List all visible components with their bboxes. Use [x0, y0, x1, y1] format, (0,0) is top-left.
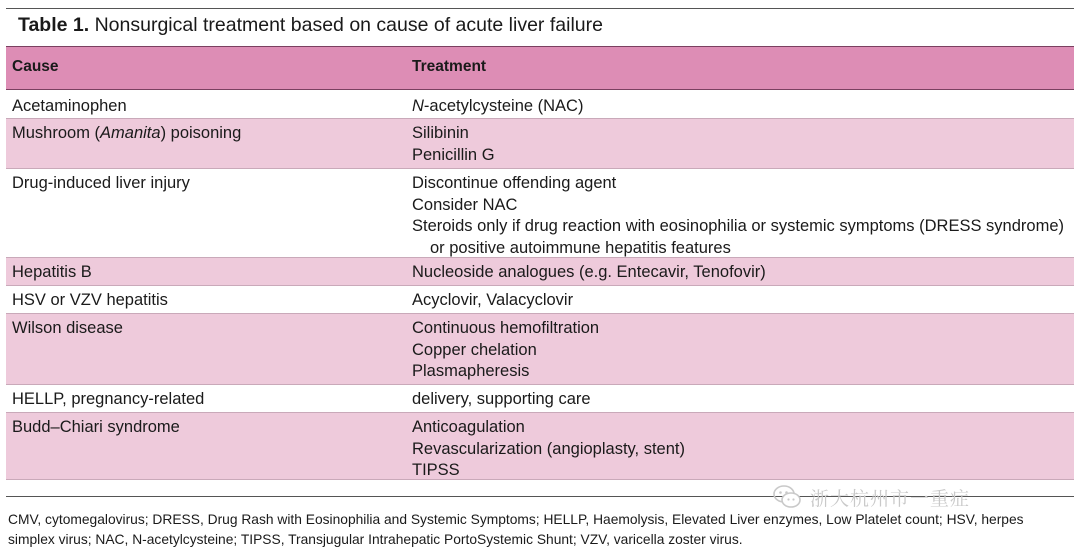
cause-cell	[12, 417, 180, 439]
text-run: Consider NAC	[412, 195, 518, 214]
table-row	[6, 169, 1074, 258]
text-run: Anticoagulation	[412, 418, 525, 436]
text-run: delivery, supporting care	[412, 390, 591, 408]
text-run: ) poisoning	[160, 124, 242, 142]
text-run: HSV or VZV hepatitis	[12, 291, 168, 309]
table-title-text: Nonsurgical treatment based on cause of acute liver failure	[94, 14, 603, 36]
table-row	[6, 385, 1074, 413]
text-run: Revascularization (angioplasty, stent)	[412, 439, 685, 458]
text-run: TIPSS	[412, 461, 460, 479]
text-run: Drug-induced liver injury	[12, 174, 190, 192]
treatment-cell	[412, 96, 583, 118]
footnote-line-2: simplex virus; NAC, N-acetylcysteine; TIPSS, Transjugular Intrahepatic PortoSystemic Shunt; VZV, varicella zoster virus.	[8, 532, 743, 547]
cause-cell	[12, 389, 204, 411]
treatment-line	[412, 417, 685, 439]
table-title	[18, 14, 603, 37]
treatment-line	[412, 195, 1064, 217]
text-run: Mushroom (	[12, 124, 101, 142]
watermark	[772, 480, 970, 514]
treatment-line	[412, 96, 583, 118]
table-header-row	[6, 46, 1074, 90]
text-run: Penicillin G	[412, 145, 495, 164]
treatment-line	[412, 216, 1064, 238]
cause-cell	[12, 96, 127, 118]
cause-cell	[12, 318, 123, 340]
text-run: Wilson disease	[12, 319, 123, 337]
treatment-cell	[412, 389, 591, 411]
text-run: Plasmapheresis	[412, 362, 530, 380]
footnote-line-1: CMV, cytomegalovirus; DRESS, Drug Rash with Eosinophilia and Systemic Symptoms; HELLP, Haemolysis, Elevated Liver enzymes, Low Platelet count; HSV, herpes	[8, 512, 1024, 527]
wechat-logo-icon	[772, 483, 802, 511]
treatment-line	[412, 290, 573, 312]
table-footnote	[8, 510, 1072, 550]
table-row	[6, 314, 1074, 385]
treatment-line	[412, 460, 685, 482]
cause-cell	[12, 262, 92, 284]
treatment-line	[412, 439, 685, 461]
treatment-line	[412, 340, 599, 362]
treatment-line	[412, 389, 591, 411]
treatment-line	[412, 145, 495, 167]
text-run: Steroids only if drug reaction with eosinophilia or systemic symptoms (DRESS syndrome)	[412, 217, 1064, 235]
text-run: Nucleoside analogues (e.g. Entecavir, Tenofovir)	[412, 263, 766, 281]
text-run: Continuous hemofiltration	[412, 319, 600, 337]
table-row	[6, 258, 1074, 286]
text-run: Acyclovir, Valacyclovir	[412, 291, 574, 309]
treatment-cell	[412, 290, 573, 312]
header-treatment: Treatment	[412, 58, 487, 75]
text-run: or positive autoimmune hepatitis features	[430, 238, 731, 257]
treatment-cell	[412, 123, 495, 166]
treatment-line	[412, 318, 599, 340]
text-run: Acetaminophen	[12, 97, 127, 115]
table-row	[6, 286, 1074, 314]
text-run: HELLP, pregnancy-related	[12, 390, 205, 408]
text-run: Discontinue offending agent	[412, 174, 617, 192]
text-run: Budd–Chiari syndrome	[12, 418, 180, 436]
text-run: Amanita	[100, 124, 161, 142]
watermark-text: 浙大杭州市一重症	[810, 488, 971, 510]
treatment-line	[412, 173, 1064, 195]
text-run: N	[412, 97, 424, 115]
text-run: Silibinin	[412, 124, 469, 142]
cause-cell	[12, 123, 241, 145]
header-cause: Cause	[12, 58, 59, 75]
treatment-cell	[412, 262, 766, 284]
treatment-line	[412, 238, 1064, 260]
text-run: Hepatitis B	[12, 263, 92, 281]
treatment-cell	[412, 417, 685, 482]
table-title-bar	[6, 8, 1074, 44]
table-title-label: Table 1.	[18, 14, 90, 36]
treatment-line	[412, 361, 599, 383]
treatment-cell	[412, 318, 599, 383]
text-run: -acetylcysteine (NAC)	[423, 97, 584, 115]
table-row	[6, 413, 1074, 480]
treatment-line	[412, 123, 495, 145]
cause-cell	[12, 290, 168, 312]
treatment-line	[412, 262, 766, 284]
text-run: Copper chelation	[412, 340, 537, 359]
table-row	[6, 119, 1074, 169]
table-body	[6, 92, 1074, 480]
cause-cell	[12, 173, 190, 195]
table-row	[6, 92, 1074, 119]
treatment-cell	[412, 173, 1064, 259]
